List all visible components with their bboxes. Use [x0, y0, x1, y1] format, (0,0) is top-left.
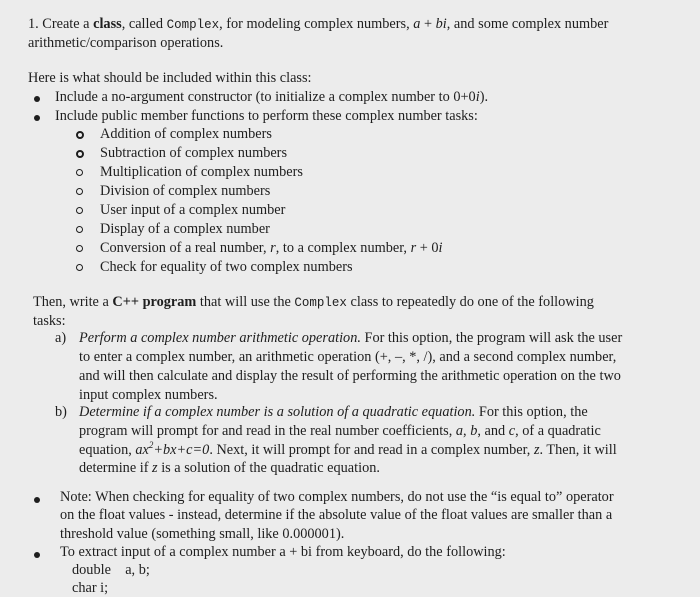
task-item: Subtraction of complex numbers [100, 145, 288, 161]
sub-bullet-icon [76, 226, 83, 233]
bullet-icon [34, 115, 40, 121]
intro-text: Here is what should be included within this class: [28, 70, 312, 86]
task-item: Division of complex numbers [100, 183, 271, 199]
task-item: User input of a complex number [100, 202, 286, 218]
then-paragraph-line2: tasks: [33, 313, 66, 329]
option-a-line1: Perform a complex number arithmetic operation. For this option, the program will ask the user [79, 330, 623, 346]
option-a-line4: input complex numbers. [79, 387, 218, 403]
sub-bullet-icon [76, 131, 84, 139]
code-class-name: Complex [166, 18, 220, 32]
bullet-member-functions: Include public member functions to perform these complex number tasks: [55, 108, 478, 124]
note-extract-input: To extract input of a complex number a + bi from keyboard, do the following: [60, 544, 506, 560]
problem-heading: 1. Create a class, called Complex, for modeling complex numbers, a + bi, and some complex number [28, 16, 609, 32]
code-class-name: Complex [294, 296, 347, 310]
code-line-char: char i; [72, 580, 109, 596]
option-a-line3: and will then calculate and display the result of performing the arithmetic operation on the two [79, 368, 621, 384]
problem-heading-line2: arithmetic/comparison operations. [28, 35, 224, 51]
note-equality-line1: Note: When checking for equality of two complex numbers, do not use the “is equal to” operator [60, 489, 614, 505]
option-b-label: b) [55, 404, 67, 420]
sub-bullet-icon [76, 207, 83, 214]
note-equality-line2: on the float values - instead, determine if the absolute value of the float values are smaller than a [60, 507, 613, 523]
task-item: Display of a complex number [100, 221, 270, 237]
option-a-label: a) [55, 330, 67, 346]
note-equality-line3: threshold value (something small, like 0.000001). [60, 526, 345, 542]
option-b-line2: program will prompt for and read in the real number coefficients, a, b, and c, of a quadratic [79, 423, 601, 439]
sub-bullet-icon [76, 264, 83, 271]
task-item: Conversion of a real number, r, to a complex number, r + 0i [100, 240, 443, 256]
task-item: Addition of complex numbers [100, 126, 272, 142]
sub-bullet-icon [76, 245, 83, 252]
sub-bullet-icon [76, 150, 84, 158]
option-b-line1: Determine if a complex number is a solution of a quadratic equation. For this option, the [79, 404, 588, 420]
bullet-constructor: Include a no-argument constructor (to initialize a complex number to 0+0i). [55, 89, 489, 105]
option-b-line4: determine if z is a solution of the quadratic equation. [79, 460, 380, 476]
then-paragraph: Then, write a C++ program that will use the Complex class to repeatedly do one of the following [33, 294, 594, 310]
bullet-icon [34, 497, 40, 503]
option-b-line3: equation, $ax^2+bx+c=0$. Next, it will prompt for and read in a complex number, z. Then, it will [79, 440, 617, 458]
option-a-line2: to enter a complex number, an arithmetic operation (+, –, *, /), and a second complex number, [79, 349, 617, 365]
bullet-icon [34, 552, 40, 558]
task-item: Check for equality of two complex numbers [100, 259, 353, 275]
bullet-icon [34, 96, 40, 102]
task-item: Multiplication of complex numbers [100, 164, 303, 180]
code-line-declaration: double a, b; [72, 562, 150, 578]
sub-bullet-icon [76, 188, 83, 195]
sub-bullet-icon [76, 169, 83, 176]
